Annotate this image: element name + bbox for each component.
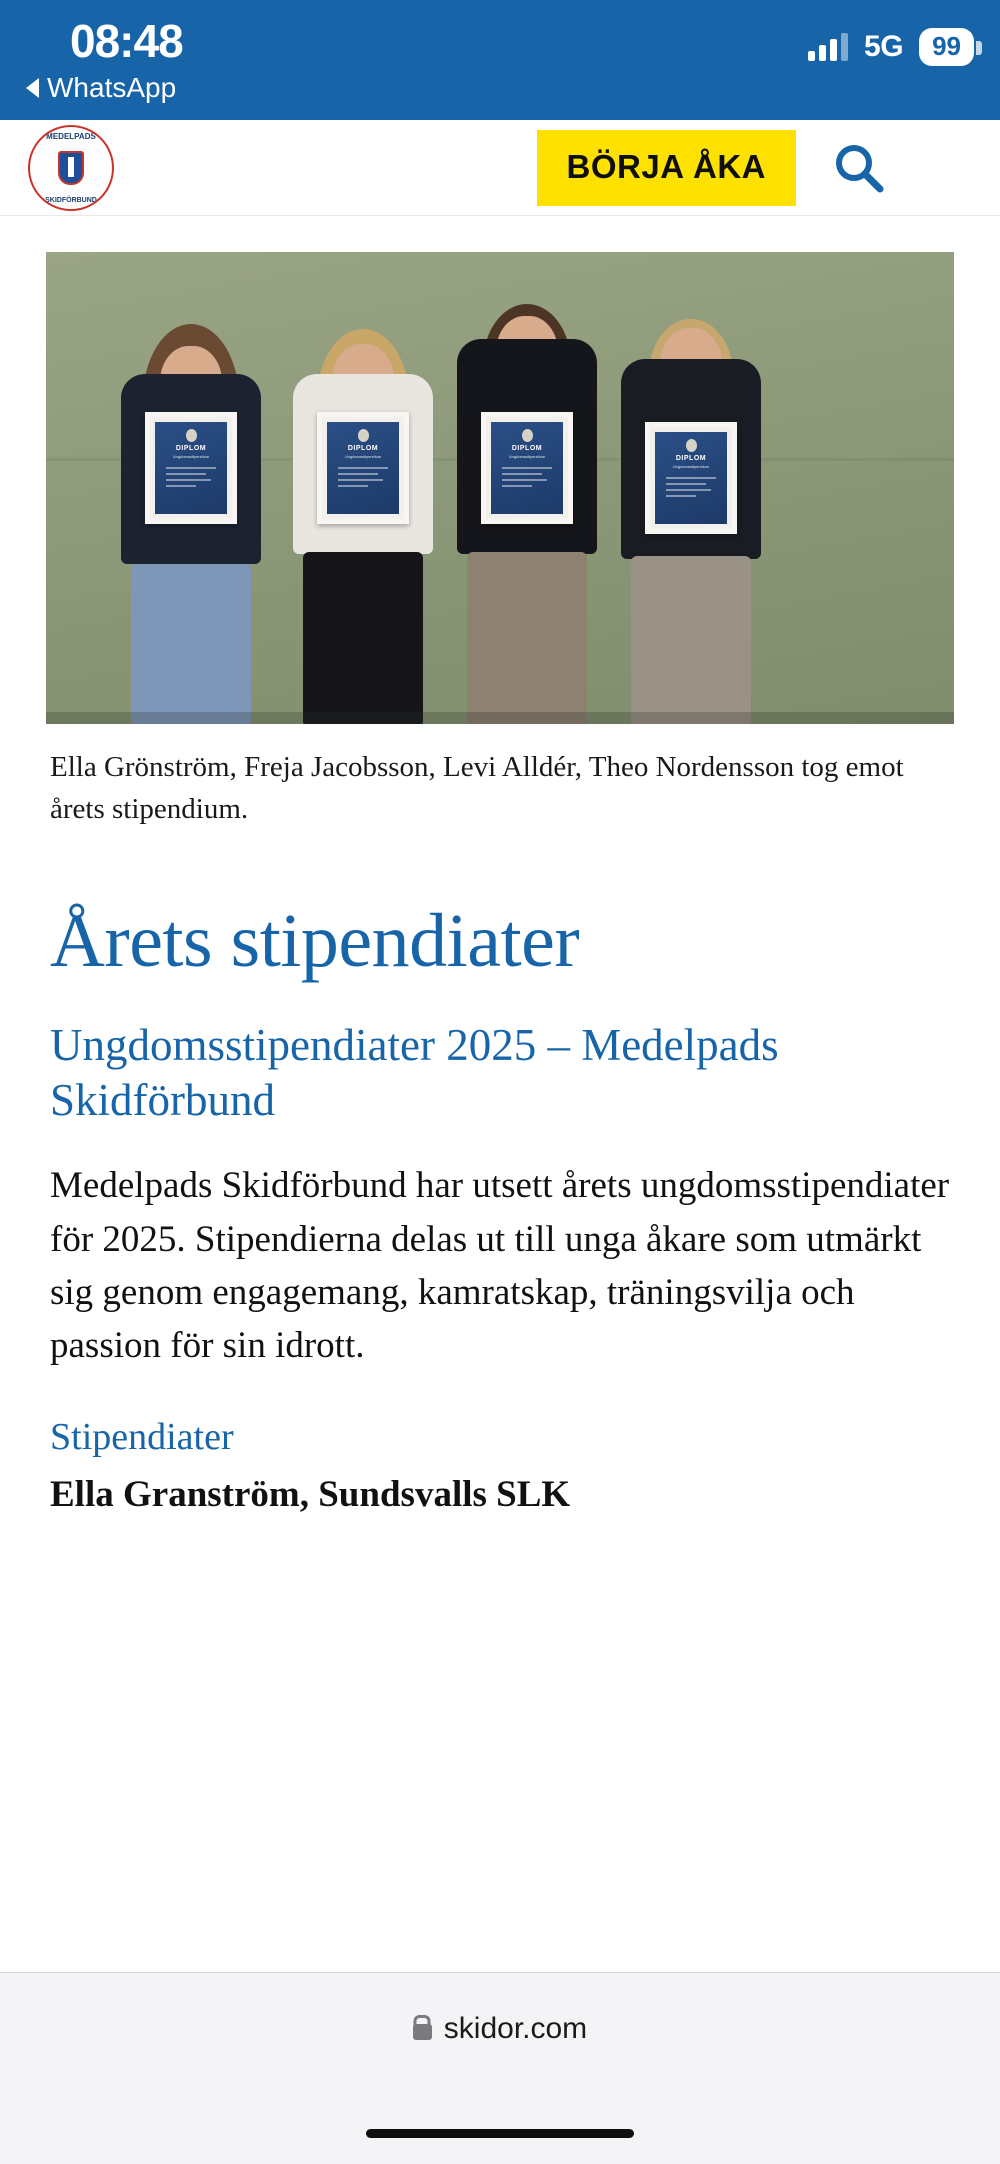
article-body: Medelpads Skidförbund har utsett årets ungdomsstipendiater för 2025. Stipendierna delas ut till unga åkare som utmärkt sig genom engagemang, kamratskap, träningsvilja och passion för sin idrott. <box>50 1165 950 1367</box>
image-caption: Ella Grönström, Freja Jacobsson, Levi Alldér, Theo Nordensson tog emot årets stipendium. <box>50 751 904 826</box>
back-to-app-button[interactable] <box>26 72 176 104</box>
ios-status-bar <box>0 0 1000 120</box>
diploma-3 <box>481 412 573 524</box>
status-time: 08:48 <box>70 15 183 67</box>
diploma-1 <box>145 412 237 524</box>
diploma-subtitle-2: Ungdomsstipendium <box>344 454 382 459</box>
lock-icon <box>413 2024 432 2040</box>
address-bar[interactable] <box>0 1973 1000 2085</box>
logo-bottom-text: SKIDFÖRBUND <box>45 196 97 204</box>
search-button[interactable] <box>830 140 886 196</box>
url-text: skidor.com <box>443 2012 588 2045</box>
site-header <box>0 120 1000 216</box>
logo-top-text: MEDELPADS <box>46 131 96 141</box>
article-subtitle: Ungdomsstipendiater 2025 – Medelpads Skidförbund <box>50 1019 779 1125</box>
browser-bottom-bar <box>0 1972 1000 2164</box>
menu-button[interactable] <box>920 156 972 180</box>
battery-badge <box>919 28 974 66</box>
diploma-2 <box>317 412 409 524</box>
battery-percent: 99 <box>932 31 961 61</box>
article <box>0 216 1000 1516</box>
diploma-subtitle-4: Ungdomsstipendium <box>672 464 710 469</box>
back-app-label: WhatsApp <box>47 72 177 103</box>
logo-shield-icon <box>58 151 84 185</box>
page-title: Årets stipendiater <box>50 899 580 984</box>
diploma-subtitle-3: Ungdomsstipendium <box>508 454 546 459</box>
back-arrow-icon <box>26 78 39 98</box>
home-indicator[interactable] <box>366 2129 634 2138</box>
network-type-label: 5G <box>864 30 904 63</box>
page-content <box>0 216 1000 1516</box>
recipient-item: Ella Granström, Sundsvalls SLK <box>50 1473 571 1515</box>
diploma-4 <box>645 422 737 534</box>
diploma-title-4: DIPLOM <box>675 455 707 462</box>
status-indicators <box>808 28 974 66</box>
diploma-title-2: DIPLOM <box>347 445 379 452</box>
article-photo <box>46 252 954 724</box>
search-icon <box>830 140 886 196</box>
diploma-title-1: DIPLOM <box>175 445 207 452</box>
site-logo[interactable] <box>28 125 114 211</box>
diploma-subtitle-1: Ungdomsstipendium <box>172 454 210 459</box>
start-skiing-button[interactable]: BÖRJA ÅKA <box>537 130 796 206</box>
diploma-title-3: DIPLOM <box>511 445 543 452</box>
section-heading-stipendiater: Stipendiater <box>50 1415 234 1458</box>
battery-nub-icon <box>976 41 982 55</box>
photo-floor <box>46 712 954 724</box>
cellular-signal-icon <box>808 33 848 61</box>
